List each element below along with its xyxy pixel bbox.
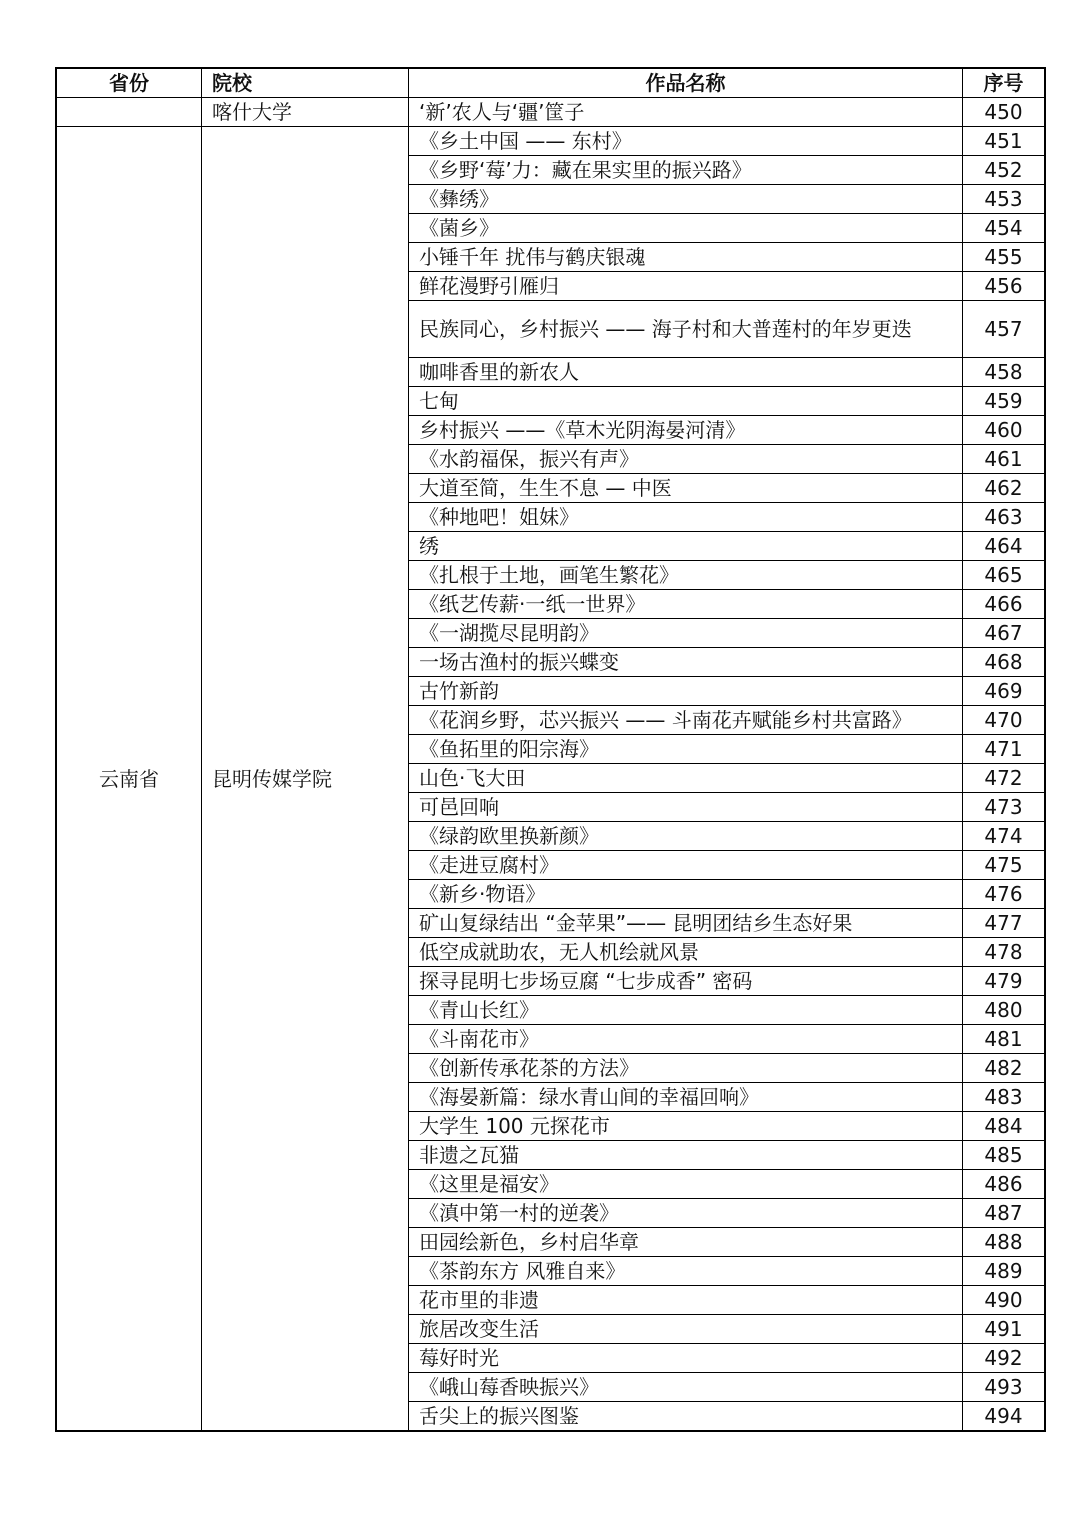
title-cell: 大学生 100 元探花市 — [409, 1112, 963, 1141]
number-cell: 478 — [963, 938, 1046, 967]
number-cell: 458 — [963, 358, 1046, 387]
number-cell: 481 — [963, 1025, 1046, 1054]
number-cell: 456 — [963, 272, 1046, 301]
title-cell: 《海晏新篇：绿水青山间的幸福回响》 — [409, 1083, 963, 1112]
number-cell: 451 — [963, 127, 1046, 156]
number-cell: 457 — [963, 301, 1046, 358]
title-cell: 山色·飞大田 — [409, 764, 963, 793]
number-cell: 469 — [963, 677, 1046, 706]
number-cell: 467 — [963, 619, 1046, 648]
title-cell: 咖啡香里的新农人 — [409, 358, 963, 387]
title-cell: 《绿韵欧里换新颜》 — [409, 822, 963, 851]
number-cell: 471 — [963, 735, 1046, 764]
title-cell: 《种地吧！姐妹》 — [409, 503, 963, 532]
number-cell: 477 — [963, 909, 1046, 938]
header-row — [56, 68, 1045, 98]
number-cell: 473 — [963, 793, 1046, 822]
number-cell: 487 — [963, 1199, 1046, 1228]
number-cell: 484 — [963, 1112, 1046, 1141]
title-cell: 鲜花漫野引雁归 — [409, 272, 963, 301]
number-cell: 485 — [963, 1141, 1046, 1170]
school-cell: 喀什大学 — [202, 98, 409, 127]
number-cell: 468 — [963, 648, 1046, 677]
number-cell: 461 — [963, 445, 1046, 474]
number-cell: 474 — [963, 822, 1046, 851]
number-cell: 472 — [963, 764, 1046, 793]
title-cell: 《乡土中国 —— 东村》 — [409, 127, 963, 156]
number-cell: 464 — [963, 532, 1046, 561]
title-cell: 《滇中第一村的逆袭》 — [409, 1199, 963, 1228]
title-cell: 花市里的非遗 — [409, 1286, 963, 1315]
title-cell: 《鱼拓里的阳宗海》 — [409, 735, 963, 764]
table-row — [56, 98, 1045, 127]
title-cell: 可邑回响 — [409, 793, 963, 822]
title-cell: 《纸艺传薪·一纸一世界》 — [409, 590, 963, 619]
title-cell: 绣 — [409, 532, 963, 561]
number-cell: 462 — [963, 474, 1046, 503]
number-cell: 460 — [963, 416, 1046, 445]
title-cell: 民族同心，乡村振兴 —— 海子村和大普莲村的年岁更迭 — [409, 301, 963, 358]
number-cell: 475 — [963, 851, 1046, 880]
title-cell: 《峨山莓香映振兴》 — [409, 1373, 963, 1402]
header-school: 院校 — [202, 68, 409, 98]
title-cell: 小锤千年 扰伟与鹤庆银魂 — [409, 243, 963, 272]
header-number: 序号 — [963, 68, 1046, 98]
number-cell: 493 — [963, 1373, 1046, 1402]
title-cell: 《斗南花市》 — [409, 1025, 963, 1054]
province-cell — [56, 98, 202, 127]
title-cell: 非遗之瓦猫 — [409, 1141, 963, 1170]
title-cell: 七甸 — [409, 387, 963, 416]
number-cell: 486 — [963, 1170, 1046, 1199]
title-cell: 矿山复绿结出 “金苹果”—— 昆明团结乡生态好果 — [409, 909, 963, 938]
province-cell: 云南省 — [56, 127, 202, 1432]
table-row — [56, 127, 1045, 156]
number-cell: 482 — [963, 1054, 1046, 1083]
number-cell: 466 — [963, 590, 1046, 619]
title-cell: 《创新传承花茶的方法》 — [409, 1054, 963, 1083]
title-cell: 《菌乡》 — [409, 214, 963, 243]
title-cell: 探寻昆明七步场豆腐 “七步成香” 密码 — [409, 967, 963, 996]
header-province: 省份 — [56, 68, 202, 98]
number-cell: 492 — [963, 1344, 1046, 1373]
title-cell: 一场古渔村的振兴蝶变 — [409, 648, 963, 677]
number-cell: 465 — [963, 561, 1046, 590]
title-cell: 舌尖上的振兴图鉴 — [409, 1402, 963, 1432]
header-title: 作品名称 — [409, 68, 963, 98]
title-cell: 《茶韵东方 风雅自来》 — [409, 1257, 963, 1286]
title-cell: 古竹新韵 — [409, 677, 963, 706]
title-cell: 《青山长红》 — [409, 996, 963, 1025]
number-cell: 453 — [963, 185, 1046, 214]
title-cell: 《走进豆腐村》 — [409, 851, 963, 880]
works-table — [55, 67, 1046, 1432]
title-cell: 莓好时光 — [409, 1344, 963, 1373]
number-cell: 483 — [963, 1083, 1046, 1112]
title-cell: 《花润乡野，芯兴振兴 —— 斗南花卉赋能乡村共富路》 — [409, 706, 963, 735]
title-cell: 大道至简，生生不息 — 中医 — [409, 474, 963, 503]
title-cell: 《彝绣》 — [409, 185, 963, 214]
title-cell: 《扎根于土地，画笔生繁花》 — [409, 561, 963, 590]
number-cell: 454 — [963, 214, 1046, 243]
title-cell: 《水韵福保，振兴有声》 — [409, 445, 963, 474]
number-cell: 463 — [963, 503, 1046, 532]
number-cell: 459 — [963, 387, 1046, 416]
number-cell: 452 — [963, 156, 1046, 185]
number-cell: 488 — [963, 1228, 1046, 1257]
number-cell: 479 — [963, 967, 1046, 996]
title-cell: 田园绘新色，乡村启华章 — [409, 1228, 963, 1257]
title-cell: 《一湖揽尽昆明韵》 — [409, 619, 963, 648]
number-cell: 470 — [963, 706, 1046, 735]
title-cell: 《这里是福安》 — [409, 1170, 963, 1199]
number-cell: 476 — [963, 880, 1046, 909]
number-cell: 490 — [963, 1286, 1046, 1315]
number-cell: 455 — [963, 243, 1046, 272]
title-cell: 旅居改变生活 — [409, 1315, 963, 1344]
number-cell: 494 — [963, 1402, 1046, 1432]
number-cell: 491 — [963, 1315, 1046, 1344]
number-cell: 480 — [963, 996, 1046, 1025]
title-cell: ‘新’农人与‘疆’筐子 — [409, 98, 963, 127]
title-cell: 《乡野‘莓’力：藏在果实里的振兴路》 — [409, 156, 963, 185]
number-cell: 450 — [963, 98, 1046, 127]
number-cell: 489 — [963, 1257, 1046, 1286]
title-cell: 《新乡·物语》 — [409, 880, 963, 909]
title-cell: 低空成就助农，无人机绘就风景 — [409, 938, 963, 967]
title-cell: 乡村振兴 ——《草木光阴海晏河清》 — [409, 416, 963, 445]
school-cell: 昆明传媒学院 — [202, 127, 409, 1432]
